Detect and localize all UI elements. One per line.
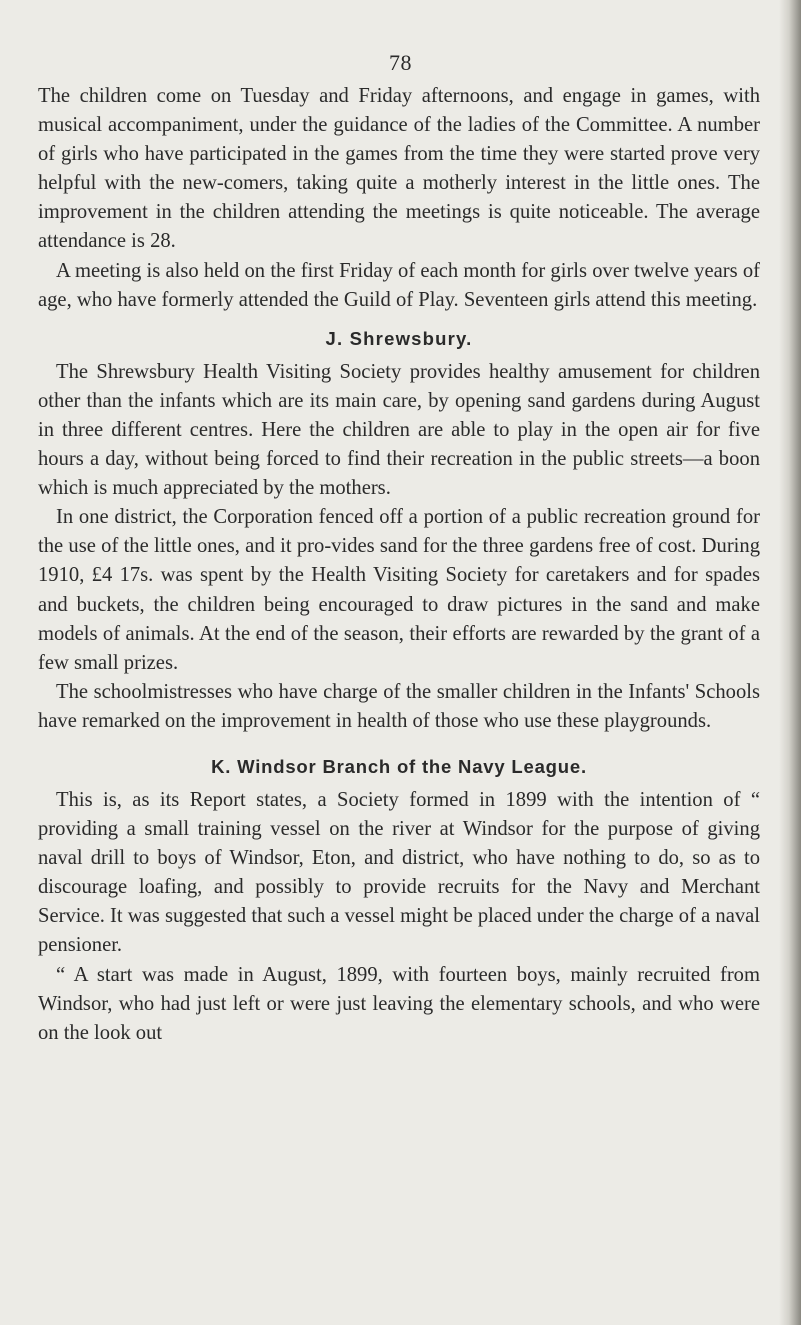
page-number: 78 (389, 50, 412, 75)
paragraph-schoolmistresses: The schoolmistresses who have charge of the smaller children in the Infants' Schools have remarked on the improvement in health of those who use these playgrounds. (38, 680, 760, 732)
paragraph-corporation-district: In one district, the Corporation fenced off a portion of a public recreation ground for the use of the little ones, and it pro-vides sand for the three gardens free of cost. During 1910, £4 17s. was spent by the Health Visiting Society for caretakers and for spades and buckets, the children being encouraged to draw pictures in the sand and make models of animals. At the end of the season, their efforts are rewarded by the grant of a few small prizes. (38, 506, 760, 674)
paragraph-monthly-meeting: A meeting is also held on the first Friday of each month for girls over twelve years of age, who have formerly attended the Guild of Play. Seventeen girls attend this meeting. (38, 259, 760, 311)
paragraph-start-august-1899: “ A start was made in August, 1899, with fourteen boys, mainly recruited from Windsor, who had just left or were just leaving the elementary schools, and who were on the look out (38, 963, 760, 1044)
text-column (38, 82, 760, 1048)
section-heading-windsor-navy-league: K. Windsor Branch of the Navy League. (211, 755, 587, 777)
paragraph-windsor-report: This is, as its Report states, a Society formed in 1899 with the intention of “ providing a small training vessel on the river at Windsor for the purpose of giving naval drill to boys of Windsor, Eton, and district, who have nothing to do, so as to discourage loafing, and possibly to provide recruits for the Navy and Merchant Service. It was suggested that such a vessel might be placed under the charge of a naval pensioner. (38, 788, 760, 957)
page-edge-shadow (779, 0, 801, 1325)
paragraph-children-afternoons: The children come on Tuesday and Friday afternoons, and engage in games, with musical accompaniment, under the guidance of the ladies of the Committee. A number of girls who have participated in the games from the time they were started prove very helpful with the new-comers, taking quite a motherly interest in the little ones. The improvement in the children attending the meetings is quite noticeable. The average attendance is 28. (38, 85, 760, 253)
paragraph-shrewsbury-society: The Shrewsbury Health Visiting Society provides healthy amusement for children other than the infants which are its main care, by opening sand gardens during August in three different centres. Here the children are able to play in the open air for five hours a day, without being forced to find their recreation in the public streets—a boon which is much appreciated by the mothers. (38, 360, 760, 500)
section-heading-shrewsbury: J. Shrewsbury. (325, 327, 473, 349)
